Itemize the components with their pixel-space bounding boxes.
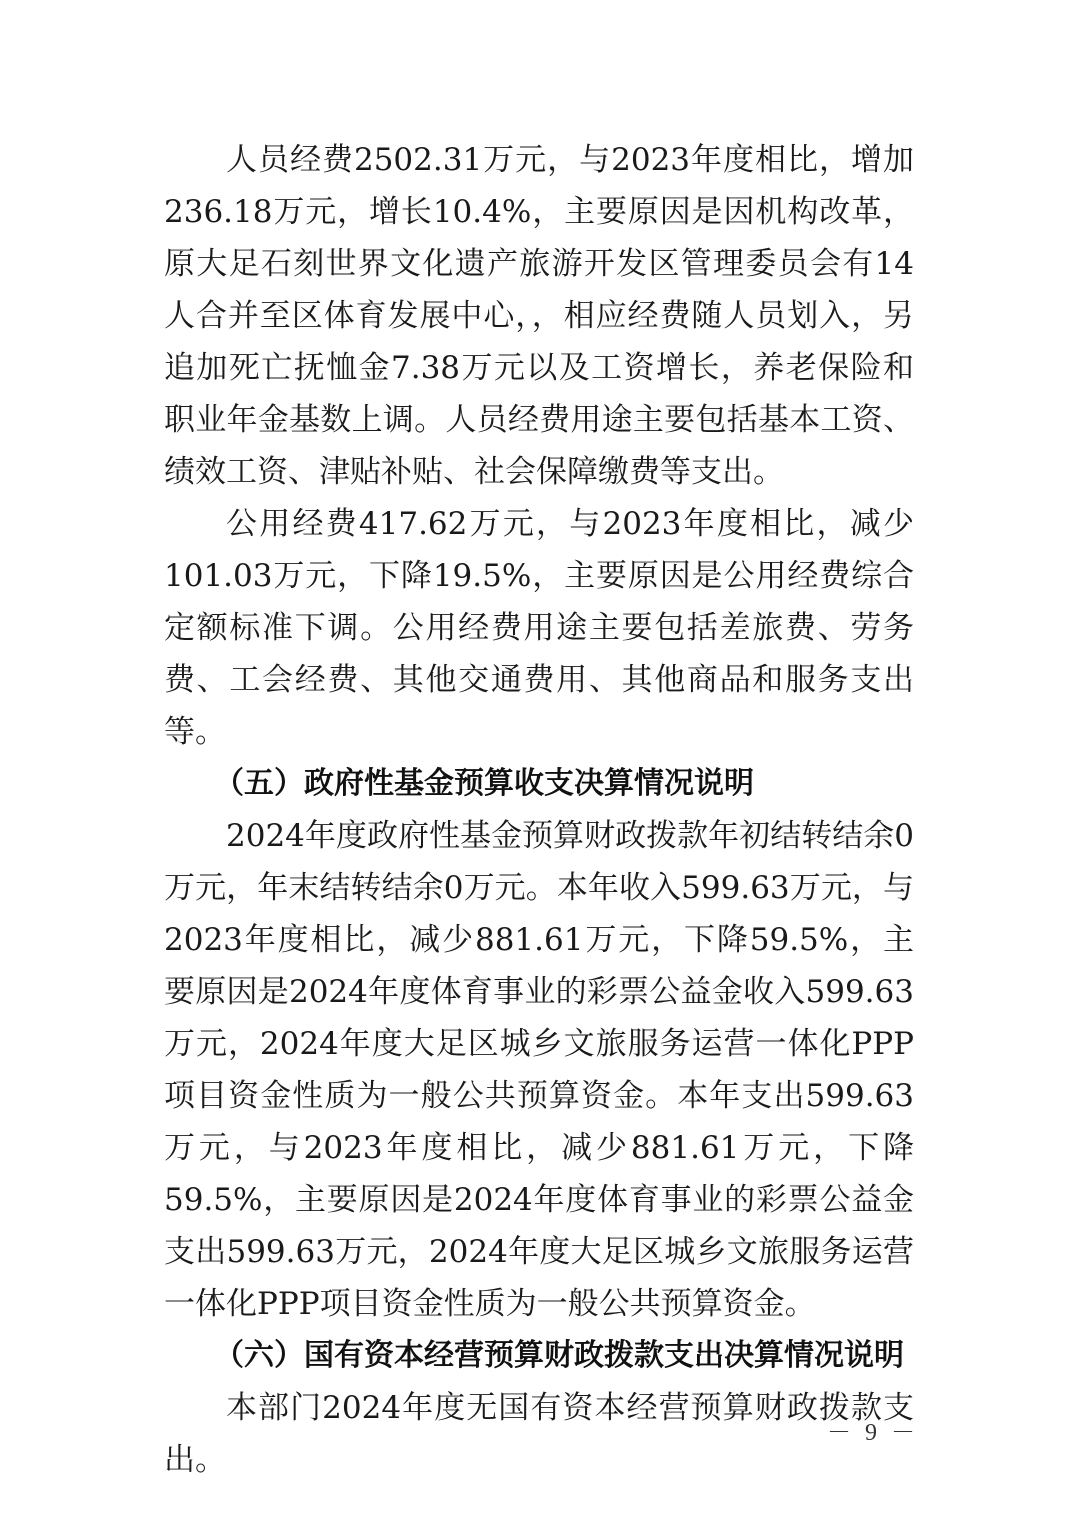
paragraph-personnel-expenses: 人员经费2502.31万元，与2023年度相比，增加236.18万元，增长10.4%，主要原因是因机构改革，原大足石刻世界文化遗产旅游开发区管理委员会有14人合并至区体育发展中心，，相应经费随人员划入，另追加死亡抚恤金7.38万元以及工资增长，养老保险和职业年金基数上调。人员经费用途主要包括基本工资、绩效工资、津贴补贴、社会保障缴费等支出。 [164,142,914,490]
section-heading-state-capital: （六）国有资本经营预算财政拨款支出决算情况说明 [214,1338,904,1373]
paragraph-state-capital: 本部门2024年度无国有资本经营预算财政拨款支出。 [164,1390,914,1478]
page-number: － 9 － [827,1420,919,1446]
section-heading-government-fund: （五）政府性基金预算收支决算情况说明 [214,766,754,801]
document-body [164,134,914,1486]
paragraph-public-expenses: 公用经费417.62万元，与2023年度相比，减少101.03万元，下降19.5%，主要原因是公用经费综合定额标准下调。公用经费用途主要包括差旅费、劳务费、工会经费、其他交通费用、其他商品和服务支出等。 [164,506,914,750]
paragraph-government-fund: 2024年度政府性基金预算财政拨款年初结转结余0万元，年末结转结余0万元。本年收入599.63万元，与2023年度相比，减少881.61万元，下降59.5%，主要原因是2024年度体育事业的彩票公益金收入599.63万元，2024年度大足区城乡文旅服务运营一体化PPP项目资金性质为一般公共预算资金。本年支出599.63万元，与2023年度相比，减少881.61万元，下降59.5%，主要原因是2024年度体育事业的彩票公益金支出599.63万元，2024年度大足区城乡文旅服务运营一体化PPP项目资金性质为一般公共预算资金。 [164,818,914,1322]
